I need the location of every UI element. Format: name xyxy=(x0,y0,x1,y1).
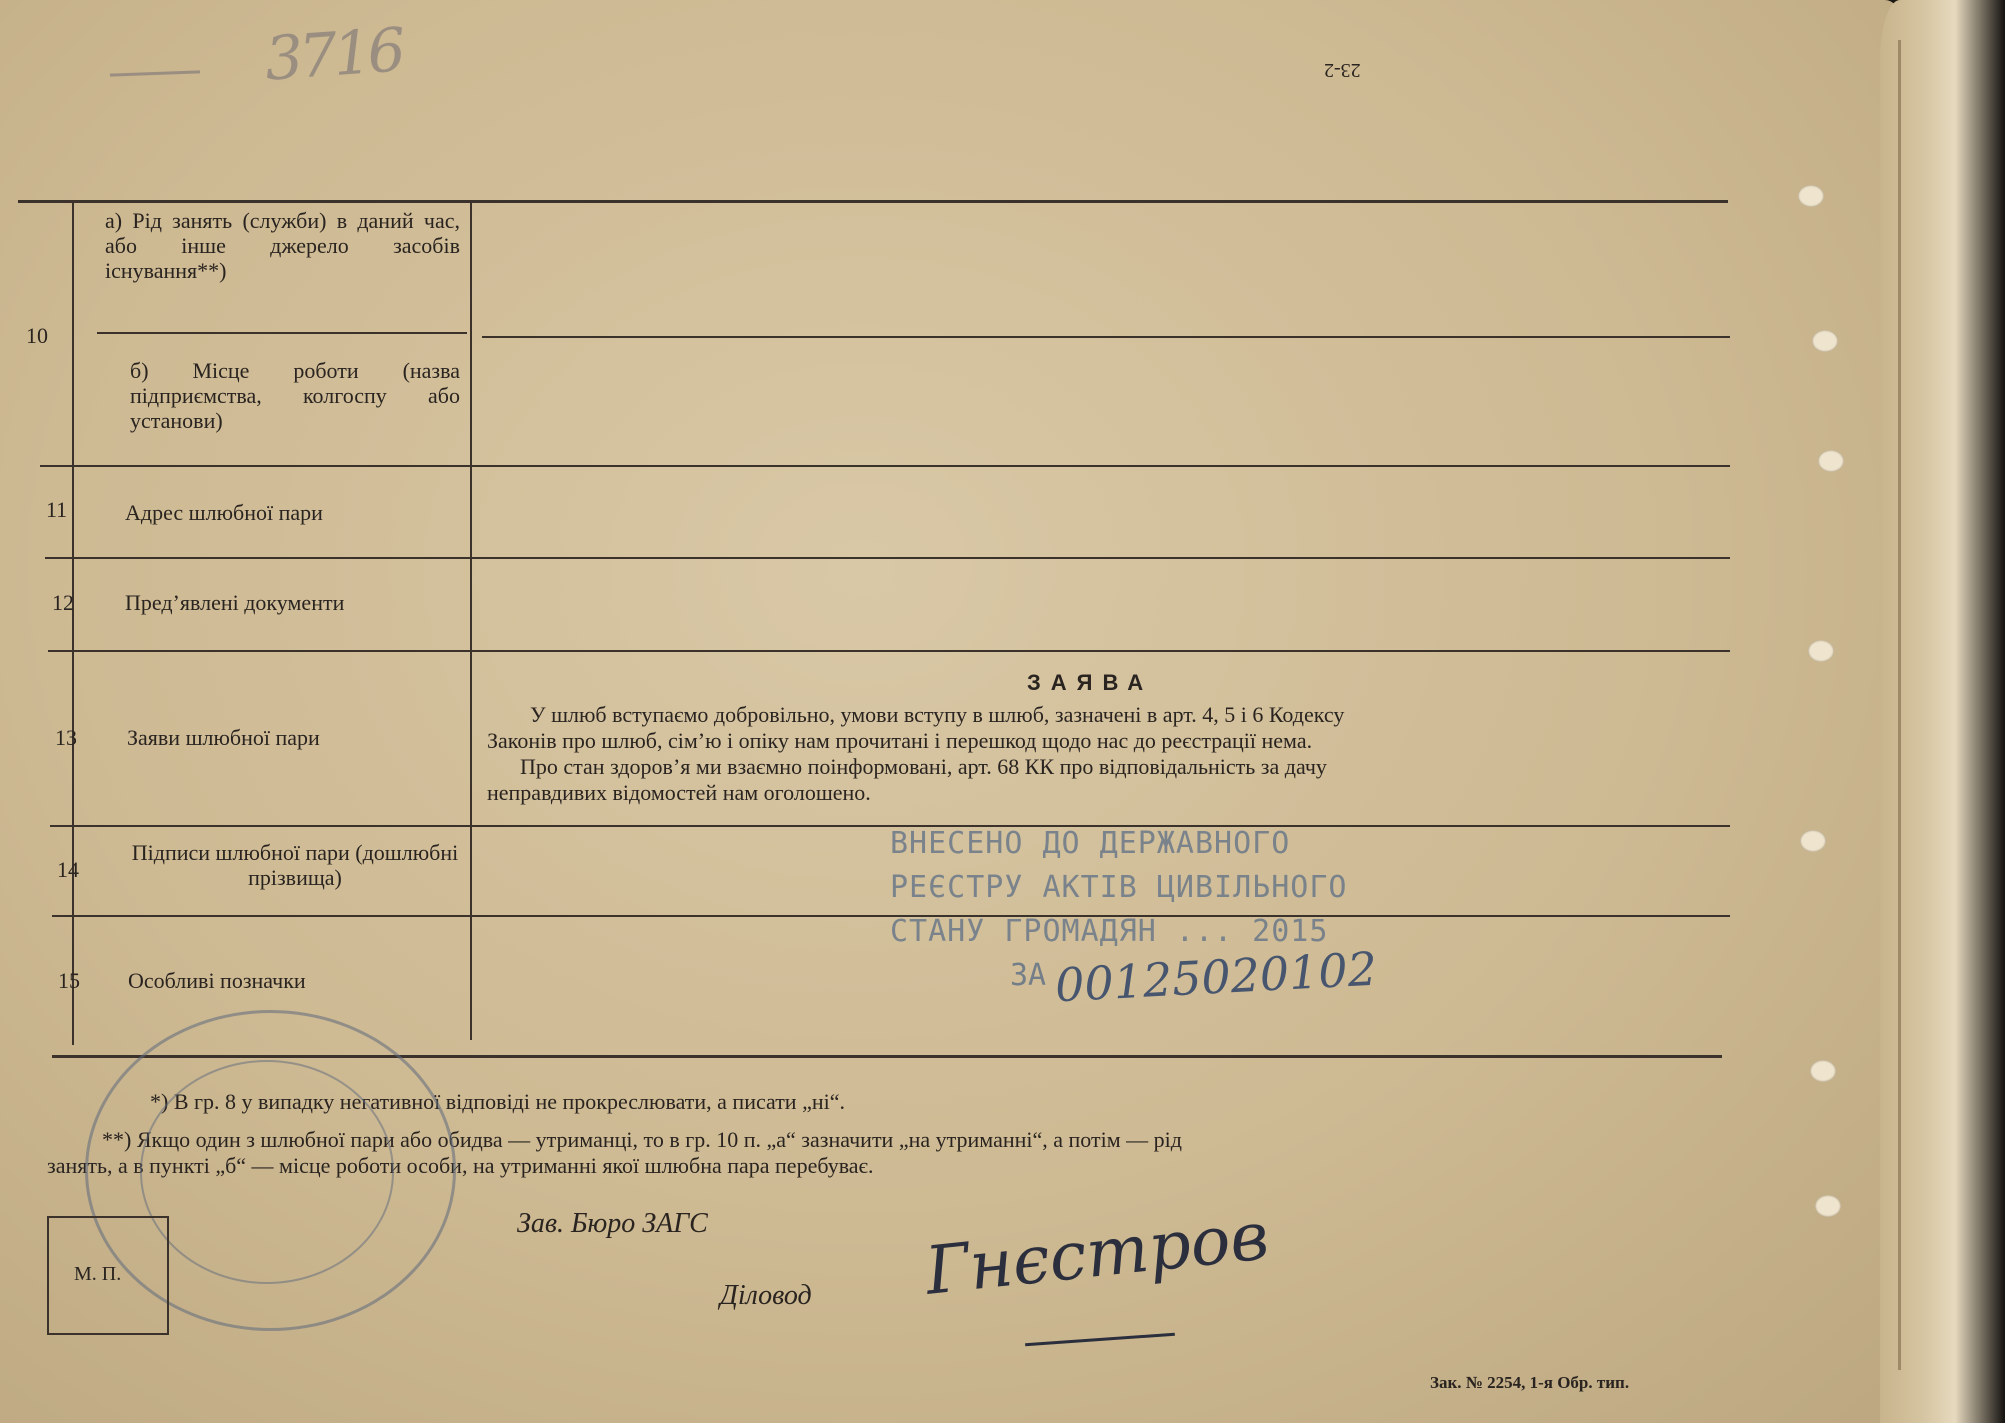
binding-hole xyxy=(1815,1195,1841,1217)
footnote-2: **) Якщо один з шлюбної пари або обидва — утриманці, то в гр. 10 п. „а“ зазначити „на утриманні“, а потім — рід xyxy=(102,1127,1182,1152)
signature-underline xyxy=(1025,1333,1175,1346)
statement-line-1: У шлюб вступаємо добровільно, умови вступу в шлюб, зазначені в арт. 4, 5 і 6 Кодексу xyxy=(530,702,1345,727)
row11-label: Адрес шлюбної пари xyxy=(125,500,323,525)
registry-stamp-line-1: ВНЕСЕНО ДО ДЕРЖАВНОГО xyxy=(890,826,1291,861)
row14-label: Підписи шлюбної пари (дошлюбні прізвища) xyxy=(131,840,459,890)
print-info: Зак. № 2254, 1-я Обр. тип. xyxy=(1430,1373,1630,1392)
handwritten-dash xyxy=(110,70,200,76)
binding-hole xyxy=(1812,330,1838,352)
row10-b-label: б) Місце роботи (назва підприємства, колгоспу або установи) xyxy=(130,358,460,433)
binding-hole xyxy=(1808,640,1834,662)
row-divider xyxy=(40,465,1730,467)
statement-line-3: Про стан здоров’я ми взаємно поінформовані, арт. 68 КК про відповідальність за дачу xyxy=(520,754,1327,779)
row-number-15: 15 xyxy=(58,968,80,993)
row-number-10: 10 xyxy=(26,323,48,348)
clerk-label: Діловод xyxy=(720,1280,812,1311)
statement-heading: ЗАЯВА xyxy=(1027,670,1154,695)
registry-stamp-line-3: СТАНУ ГРОМАДЯН ... 2015 xyxy=(890,914,1329,949)
row-number-14: 14 xyxy=(57,857,79,882)
row-number-13: 13 xyxy=(55,725,77,750)
registry-stamp-prefix: ЗА xyxy=(1010,958,1047,993)
row12-label: Пред’явлені документи xyxy=(125,590,345,615)
row15-label: Особливі позначки xyxy=(128,968,306,993)
head-label: Зав. Бюро ЗАГС xyxy=(517,1208,708,1239)
registry-handwritten-number: 00125020102 xyxy=(1053,941,1379,1013)
binding-hole xyxy=(1810,1060,1836,1082)
row10-split-right xyxy=(482,336,1730,338)
registry-stamp-line-2: РЕЄСТРУ АКТІВ ЦИВІЛЬНОГО xyxy=(890,870,1348,905)
binding-hole xyxy=(1818,450,1844,472)
official-seal-inner-ring xyxy=(140,1060,394,1284)
row13-label: Заяви шлюбної пари xyxy=(127,725,320,750)
footnote-3: занять, а в пункті „б“ — місце роботи особи, на утриманні якої шлюбна пара перебуває. xyxy=(47,1153,874,1178)
table-top-border xyxy=(18,200,1728,203)
handwritten-number: 3716 xyxy=(262,15,404,95)
row10-a-label: а) Рід занять (служби) в даний час, або інше джерело засобів існування**) xyxy=(105,208,460,283)
page-code: 23-2 xyxy=(1324,59,1361,81)
row-divider xyxy=(45,557,1730,559)
binding-hole xyxy=(1800,830,1826,852)
footnote-1: *) В гр. 8 у випадку негативної відповіді не прокреслювати, а писати „ні“. xyxy=(150,1089,845,1114)
clerk-signature: Гнєстров xyxy=(921,1197,1273,1310)
row-number-11: 11 xyxy=(46,497,68,522)
statement-line-2: Законів про шлюб, сім’ю і опіку нам прочитані і перешкод щодо нас до реєстрації нема. xyxy=(487,728,1313,753)
seal-place-label: М. П. xyxy=(74,1263,122,1285)
row10-split-left xyxy=(97,332,467,334)
row-divider xyxy=(48,650,1730,652)
number-column-border xyxy=(72,200,74,1045)
binding-hole xyxy=(1798,185,1824,207)
book-edge-line xyxy=(1898,40,1901,1370)
statement-line-4: неправдивих відомостей нам оголошено. xyxy=(487,780,871,805)
row-number-12: 12 xyxy=(52,590,74,615)
label-column-border xyxy=(470,200,472,1040)
